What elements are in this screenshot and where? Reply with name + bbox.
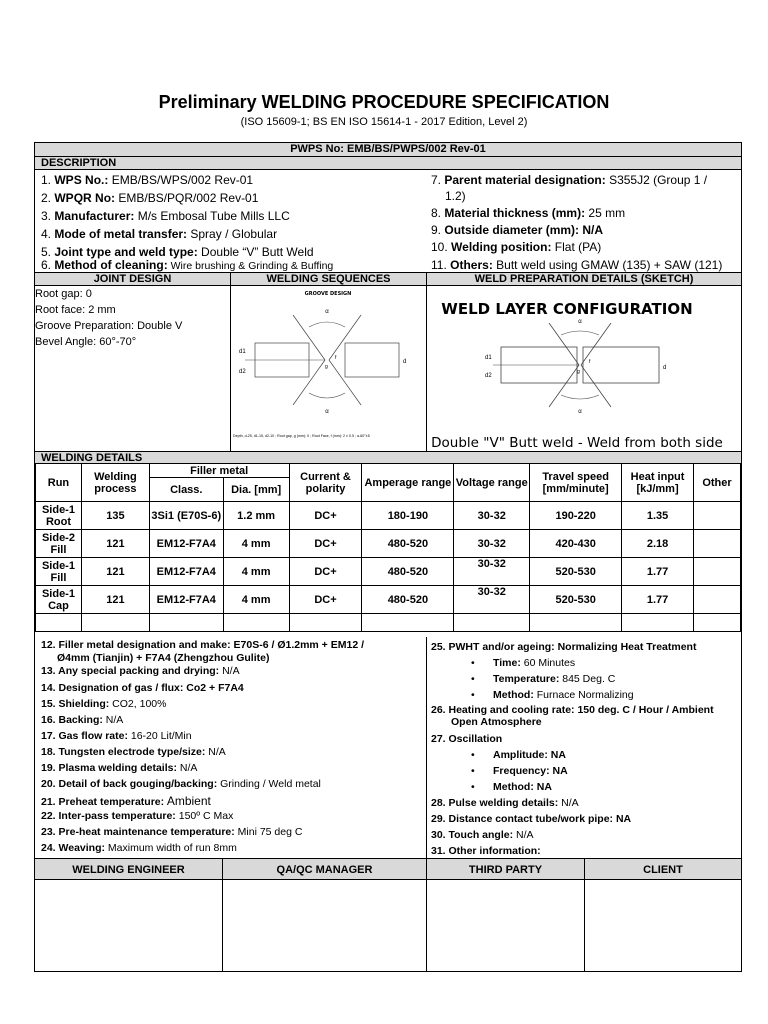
bevel-angle: Bevel Angle: 60°-70° [35,336,137,348]
header-travel: Travel speed [mm/minute] [530,464,622,502]
weld-prep-heading: WELD PREPARATION DETAILS (SKETCH) [474,273,694,285]
welding-details-heading: WELDING DETAILS [35,451,741,464]
note-26-cont: Open Atmosphere [451,716,542,728]
sections-bar [35,272,741,286]
note-28: 28. Pulse welding details: N/A [431,797,579,809]
outside-diameter: 9. Outside diameter (mm): N/A [431,223,604,237]
note-19: 19. Plasma welding details: N/A [41,762,198,774]
welding-position: 10. Welding position: Flat (PA) [431,240,602,254]
note-29: 29. Distance contact tube/work pipe: NA [431,813,632,825]
osc-amplitude: Amplitude: NA [493,749,566,761]
header-current: Current & polarity [289,464,362,502]
pwht-time: Time: 60 Minutes [493,657,576,669]
header-dia: Dia. [mm] [223,478,289,502]
osc-method: Method: NA [493,781,552,793]
note-22: 22. Inter-pass temperature: 150º C Max [41,810,234,822]
client-label: CLIENT [643,864,683,876]
welding-details-table [35,463,741,632]
svg-text:d2: d2 [239,369,246,375]
note-20: 20. Detail of back gouging/backing: Grinding / Weld metal [41,778,321,790]
note-21: 21. Preheat temperature: Ambient [41,794,211,808]
groove-title: GROOVE DESIGN [304,291,352,297]
others: 11. Others: Butt weld using GMAW (135) + SAW (121) [431,258,723,272]
pwps-number: PWPS No: EMB/BS/PWPS/002 Rev-01 [35,143,741,157]
weld-layer-caption: Double "V" Butt weld - Weld from both side [431,435,723,451]
note-18: 18. Tungsten electrode type/size: N/A [41,746,226,758]
weld-layer-title: WELD LAYER CONFIGURATION [441,300,693,318]
third-party-label: THIRD PARTY [468,864,543,876]
table-row: Side-1 Fill 121 EM12-F7A4 4 mm DC+ 480-520 30-32 520-530 1.77 [36,558,741,586]
note-16: 16. Backing: N/A [41,714,124,726]
document-subtitle: (ISO 15609-1; BS EN ISO 15614-1 - 2017 Edition, Level 2) [240,116,528,128]
note-31: 31. Other information: [431,845,541,857]
note-26: 26. Heating and cooling rate: 150 deg. C / Hour / Ambient [431,704,714,716]
note-30: 30. Touch angle: N/A [431,829,534,841]
welding-engineer-label: WELDING ENGINEER [72,864,185,876]
header-amperage: Amperage range [362,464,454,502]
header-filler: Filler metal [149,464,289,478]
material-thickness: 8. Material thickness (mm): 25 mm [431,206,626,220]
document-title: Preliminary WELDING PROCEDURE SPECIFICATION [158,92,610,112]
pwht-method: Method: Furnace Normalizing [493,689,634,701]
note-13: 13. Any special packing and drying: N/A [41,665,240,677]
svg-text:d: d [663,365,667,371]
signature-area-third-party[interactable] [427,880,584,972]
header-run: Run [36,464,82,502]
svg-text:α: α [578,319,582,325]
note-14: 14. Designation of gas / flux: Co2 + F7A4 [41,682,244,694]
header-heat: Heat input [kJ/mm] [622,464,694,502]
cleaning-method: 6. Method of cleaning: Wire brushing & Grinding & Buffing [41,258,334,272]
svg-text:g: g [325,364,328,370]
svg-text:g: g [577,369,580,375]
svg-text:α: α [325,309,329,315]
table-row: Side-2 Fill 121 EM12-F7A4 4 mm DC+ 480-520 30-32 420-430 2.18 [36,530,741,558]
signature-area-welding-engineer[interactable] [35,880,222,972]
signature-area-client[interactable] [585,880,741,972]
signature-area-qaqc-manager[interactable] [223,880,426,972]
svg-text:d2: d2 [485,373,492,379]
weld-layer-sketch [427,287,741,452]
note-25: 25. PWHT and/or ageing: Normalizing Heat Treatment [431,641,697,653]
header-class: Class. [149,478,223,502]
joint-type: 5. Joint type and weld type: Double “V” Butt Weld [41,245,314,259]
groove-caption: Depth, d-25, d1-15, d2-10 ; Root gap, g (mm): 0 ; Root Face, f (mm): 2 ± 0.5 ; α-60°±5 [233,434,370,438]
svg-text:d: d [403,359,407,365]
osc-frequency: Frequency: NA [493,765,568,777]
table-header-row [36,464,741,478]
table-row-empty [36,614,741,632]
svg-text:f: f [589,359,591,365]
root-face: Root face: 2 mm [35,304,116,316]
signatures-bar [35,858,741,880]
description-heading: DESCRIPTION [35,157,741,170]
svg-text:d1: d1 [485,355,492,361]
joint-design-heading: JOINT DESIGN [93,273,172,285]
wps-form [34,142,742,972]
svg-text:f: f [335,355,337,361]
svg-text:d1: d1 [239,349,246,355]
note-23: 23. Pre-heat maintenance temperature: Mini 75 deg C [41,826,303,838]
metal-transfer: 4. Mode of metal transfer: Spray / Globular [41,227,278,241]
welding-sequences-heading: WELDING SEQUENCES [266,273,391,285]
note-17: 17. Gas flow rate: 16-20 Lit/Min [41,730,192,742]
wpqr-no: 2. WPQR No: EMB/BS/PQR/002 Rev-01 [41,191,259,205]
pwht-temperature: Temperature: 845 Deg. C [493,673,616,685]
svg-text:α: α [325,409,329,415]
svg-text:α: α [578,409,582,415]
table-row: Side-1 Cap 121 EM12-F7A4 4 mm DC+ 480-520 30-32 520-530 1.77 [36,586,741,614]
parent-material-cont: 1.2) [445,189,466,203]
qaqc-manager-label: QA/QC MANAGER [276,864,373,876]
note-27: 27. Oscillation [431,733,503,745]
parent-material: 7. Parent material designation: S355J2 (Group 1 / [431,173,708,187]
root-gap: Root gap: 0 [35,288,92,300]
groove-design-diagram [231,287,426,452]
manufacturer: 3. Manufacturer: M/s Embosal Tube Mills LLC [41,209,290,223]
header-other: Other [693,464,740,502]
header-voltage: Voltage range [454,464,530,502]
note-15: 15. Shielding: CO2, 100% [41,698,167,710]
groove-preparation: Groove Preparation: Double V [35,320,183,332]
table-row: Side-1 Root 135 3Si1 (E70S-6) 1.2 mm DC+ 180-190 30-32 190-220 1.35 [36,502,741,530]
note-24: 24. Weaving: Maximum width of run 8mm [41,842,237,854]
wps-no: 1. WPS No.: EMB/BS/WPS/002 Rev-01 [41,173,254,187]
note-12: 12. Filler metal designation and make: E70S-6 / Ø1.2mm + EM12 / [41,639,364,651]
header-process: Welding process [81,464,149,502]
note-12-cont: Ø4mm (Tianjin) + F7A4 (Zhengzhou Gulite) [57,652,270,664]
